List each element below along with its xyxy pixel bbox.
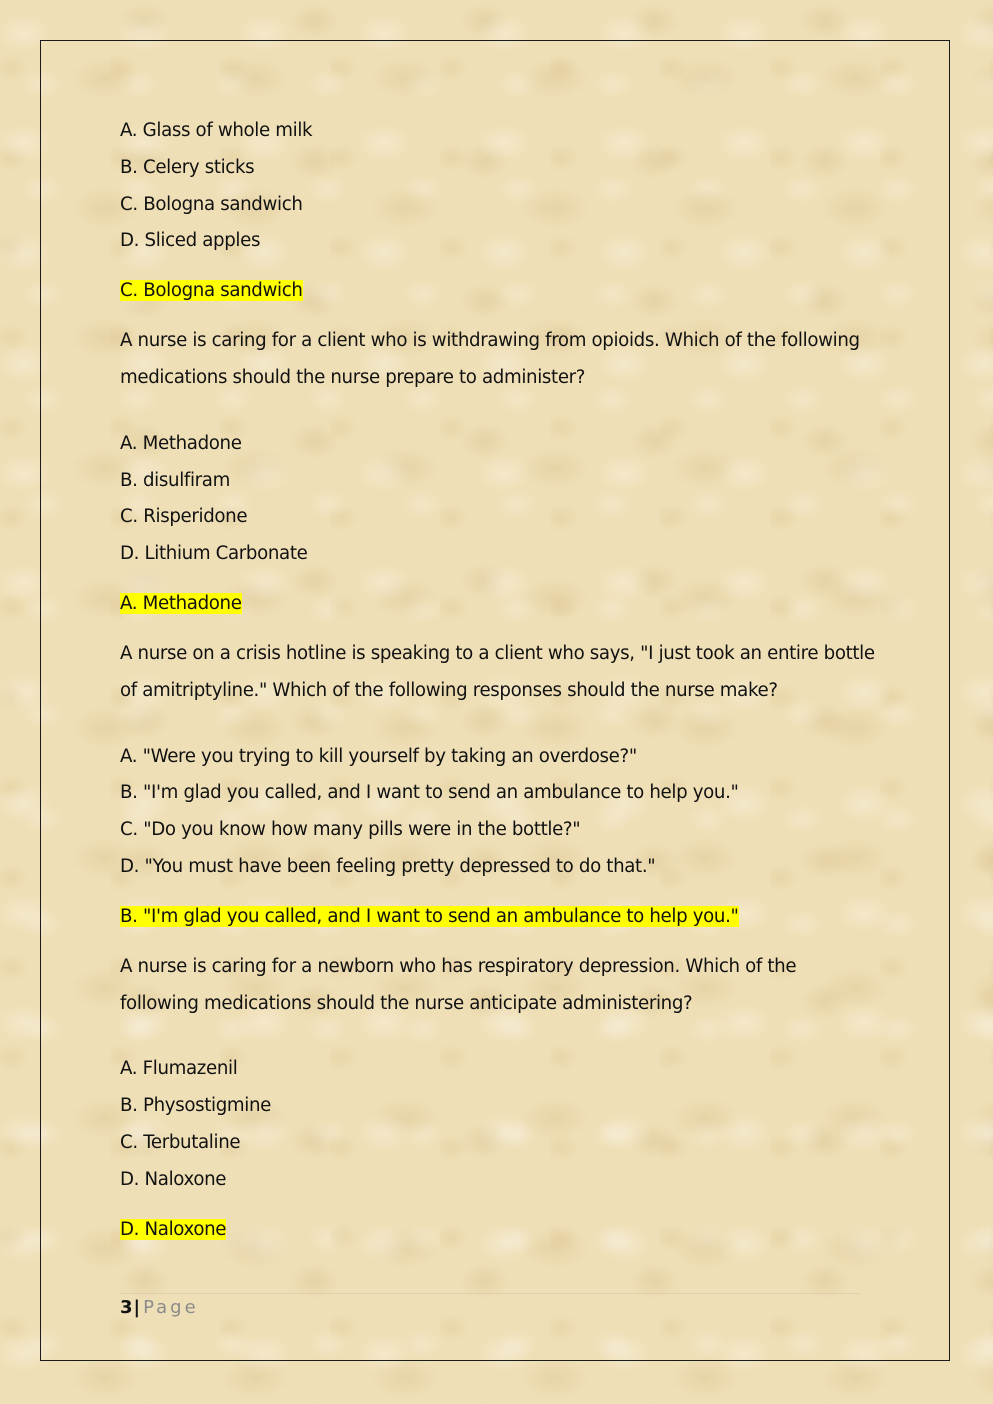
question-block-4 bbox=[120, 949, 880, 1269]
option-a: A. Methadone bbox=[120, 432, 242, 454]
option-b: B. "I'm glad you called, and I want to send an ambulance to help you." bbox=[120, 782, 739, 804]
highlighted-answer: D. Naloxone bbox=[120, 1218, 227, 1240]
option-d: D. Sliced apples bbox=[120, 230, 261, 252]
highlighted-answer: C. Bologna sandwich bbox=[120, 280, 303, 302]
footer-separator: | bbox=[133, 1297, 141, 1318]
option-b: B. disulfiram bbox=[120, 469, 230, 491]
question-text: A nurse on a crisis hotline is speaking to a client who says, "I just took an entire bottle of amitriptyline." Which of the following responses should the nurse make? bbox=[120, 642, 875, 701]
option-b: B. Celery sticks bbox=[120, 156, 255, 178]
question-block-2 bbox=[120, 323, 880, 643]
option-a: A. "Were you trying to kill yourself by taking an overdose?" bbox=[120, 745, 637, 767]
highlighted-answer: A. Methadone bbox=[120, 592, 242, 614]
option-c: C. Risperidone bbox=[120, 506, 248, 528]
option-c: C. Terbutaline bbox=[120, 1131, 241, 1153]
page-footer bbox=[120, 1297, 199, 1319]
question-text: A nurse is caring for a newborn who has respiratory depression. Which of the following medications should the nurse anticipate administering? bbox=[120, 955, 797, 1014]
question-text: A nurse is caring for a client who is withdrawing from opioids. Which of the following medications should the nurse prepare to administer? bbox=[120, 330, 860, 388]
page-number: 3 bbox=[120, 1297, 133, 1318]
question-block-3 bbox=[120, 636, 880, 956]
option-a: A. Flumazenil bbox=[120, 1058, 238, 1080]
option-d: D. Naloxone bbox=[120, 1168, 227, 1190]
option-a: A. Glass of whole milk bbox=[120, 120, 313, 141]
option-d: D. Lithium Carbonate bbox=[120, 543, 308, 565]
highlighted-answer: B. "I'm glad you called, and I want to send an ambulance to help you." bbox=[120, 905, 739, 927]
footer-divider bbox=[120, 1293, 860, 1294]
option-b: B. Physostigmine bbox=[120, 1095, 271, 1117]
question-block-1 bbox=[120, 120, 880, 330]
page-label: Page bbox=[143, 1297, 199, 1318]
option-d: D. "You must have been feeling pretty depressed to do that." bbox=[120, 855, 656, 877]
option-c: C. Bologna sandwich bbox=[120, 193, 303, 215]
answer-line bbox=[120, 1219, 880, 1269]
document-body bbox=[120, 120, 880, 1269]
option-c: C. "Do you know how many pills were in the bottle?" bbox=[120, 819, 581, 841]
